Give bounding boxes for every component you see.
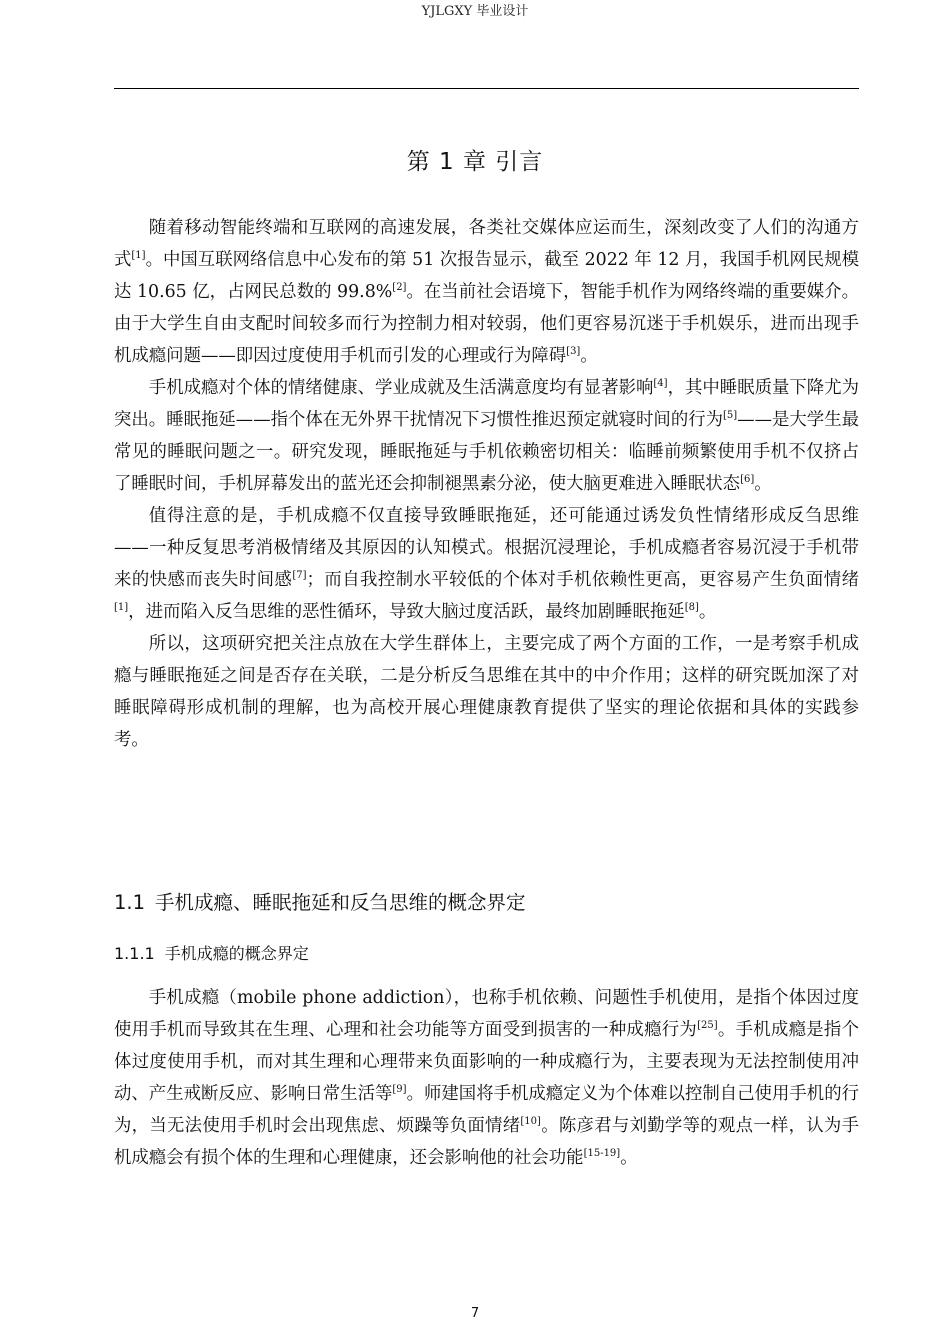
- citation: [9]: [392, 1084, 407, 1095]
- header-rule: [114, 88, 859, 89]
- citation: [5]: [723, 410, 738, 421]
- citation: [8]: [684, 602, 699, 613]
- intro-paragraph-1: 随着移动智能终端和互联网的高速发展，各类社交媒体应运而生，深刻改变了人们的沟通方式[1]。中国互联网络信息中心发布的第 51 次报告显示，截至 2022 年 12 月，我国手机网民规模达 10.65 亿，占网民总数的 99.8%[2]。在当前社会语境下，智能手机作为网络终端的重要媒介。由于大学生自由支配时间较多而行为控制力相对较弱，他们更容易沉迷于手机娱乐，进而出现手机成瘾问题——即因过度使用手机而引发的心理或行为障碍[3]。: [114, 218, 859, 366]
- citation: [25]: [697, 1020, 718, 1031]
- chapter-title: 第 1 章 引言: [406, 149, 544, 175]
- section-title: 手机成瘾、睡眠拖延和反刍思维的概念界定: [155, 891, 526, 914]
- running-header: YJLGXY 毕业设计: [421, 4, 529, 19]
- citation: [3]: [566, 346, 581, 357]
- citation: [15-19]: [583, 1148, 621, 1159]
- section-number: 1.1: [114, 891, 146, 914]
- intro-paragraph-2: 手机成瘾对个体的情绪健康、学业成就及生活满意度均有显著影响[4]，其中睡眠质量下降尤为突出。睡眠拖延——指个体在无外界干扰情况下习惯性推迟预定就寝时间的行为[5]——是大学生最常见的睡眠问题之一。研究发现，睡眠拖延与手机依赖密切相关：临睡前频繁使用手机不仅挤占了睡眠时间，手机屏幕发出的蓝光还会抑制褪黑素分泌，使大脑更难进入睡眠状态[6]。: [114, 378, 859, 494]
- citation: [4]: [653, 378, 668, 389]
- intro-paragraph-3: 值得注意的是，手机成瘾不仅直接导致睡眠拖延，还可能通过诱发负性情绪形成反刍思维——一种反复思考消极情绪及其原因的认知模式。根据沉浸理论，手机成瘾者容易沉浸于手机带来的快感而丧失时间感[7]；而自我控制水平较低的个体对手机依赖性更高，更容易产生负面情绪[1]，进而陷入反刍思维的恶性循环，导致大脑过度活跃，最终加剧睡眠拖延[8]。: [114, 506, 859, 622]
- definition-paragraph-1: 手机成瘾（mobile phone addiction），也称手机依赖、问题性手机使用，是指个体因过度使用手机而导致其在生理、心理和社会功能等方面受到损害的一种成瘾行为[25]。手机成瘾是指个体过度使用手机，而对其生理和心理带来负面影响的一种成瘾行为，主要表现为无法控制使用冲动、产生戒断反应、影响日常生活等[9]。师建国将手机成瘾定义为个体难以控制自己使用手机的行为，当无法使用手机时会出现焦虑、烦躁等负面情绪[10]。陈彦君与刘勤学等的观点一样，认为手机成瘾会有损个体的生理和心理健康，还会影响他的社会功能[15-19]。: [114, 988, 859, 1168]
- citation: [10]: [520, 1116, 541, 1127]
- subsection-heading: [114, 940, 309, 968]
- citation: [1]: [114, 602, 129, 613]
- intro-section: [114, 212, 859, 756]
- page-number: 7: [470, 1306, 480, 1321]
- subsection-title: 手机成瘾的概念界定: [164, 944, 309, 963]
- citation: [7]: [292, 570, 307, 581]
- section-heading: [114, 888, 526, 918]
- citation: [2]: [392, 282, 407, 293]
- intro-paragraph-4: 所以，这项研究把关注点放在大学生群体上，主要完成了两个方面的工作，一是考察手机成瘾与睡眠拖延之间是否存在关联，二是分析反刍思维在其中的中介作用；这样的研究既加深了对睡眠障碍形成机制的理解，也为高校开展心理健康教育提供了坚实的理论依据和具体的实践参考。: [114, 634, 859, 750]
- citation: [1]: [131, 250, 146, 261]
- definition-section: [114, 982, 859, 1174]
- subsection-number: 1.1.1: [114, 944, 155, 963]
- citation: [6]: [740, 474, 755, 485]
